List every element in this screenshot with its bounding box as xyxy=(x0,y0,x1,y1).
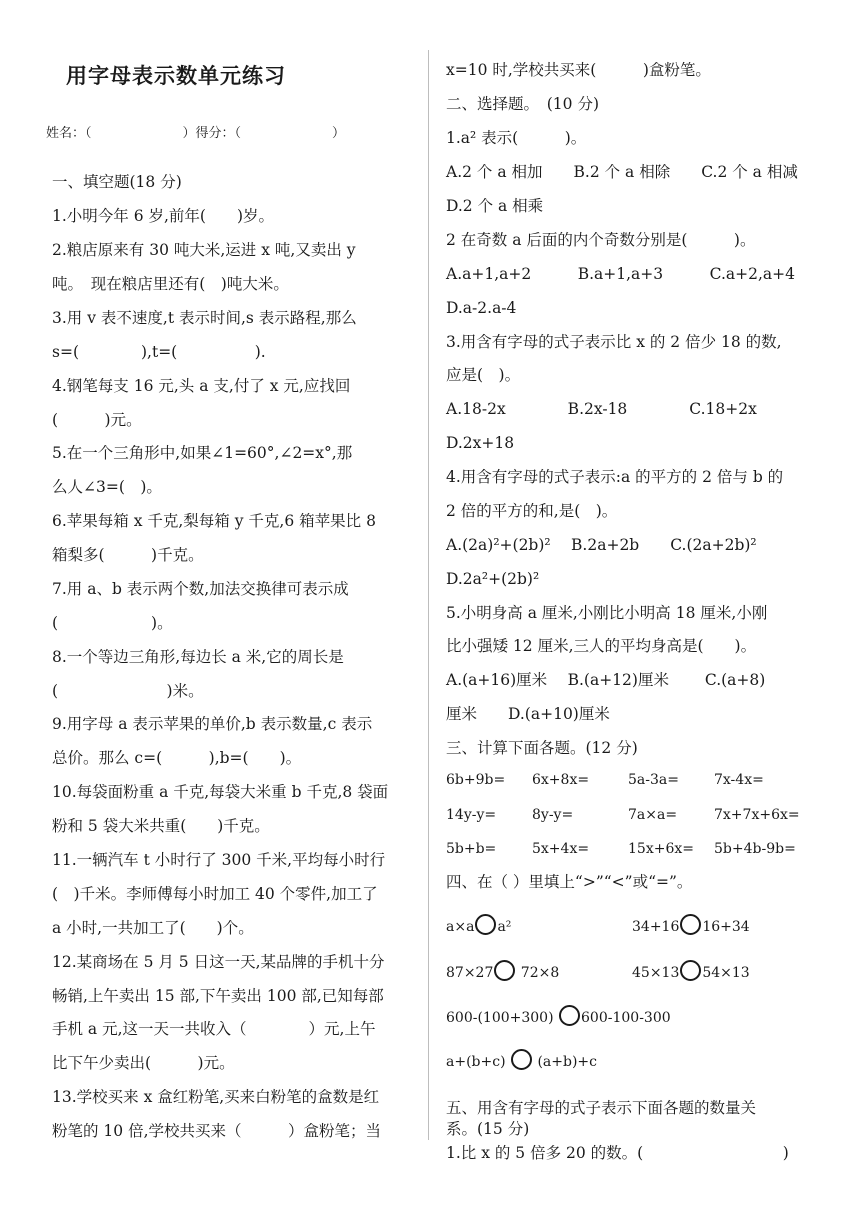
fill-q12-line3: 手机 a 元,这一天一共收入（ ）元,上午 xyxy=(52,1020,376,1038)
page-title: 用字母表示数单元练习 xyxy=(66,64,286,88)
calc-item: 7a×a= xyxy=(628,807,678,823)
fill-q6-line2: 箱梨多( )千克。 xyxy=(52,546,204,564)
calc-item: 6x+8x= xyxy=(532,772,590,788)
answer-circle[interactable] xyxy=(680,914,701,935)
choice-q2-options: A.a+1,a+2 B.a+1,a+3 C.a+2,a+4 xyxy=(446,265,795,283)
fill-q2-line2: 吨。 现在粮店里还有( )吨大米。 xyxy=(52,275,289,293)
choice-q4-options: A.(2a)²+(2b)² B.2a+2b C.(2a+2b)² xyxy=(446,536,757,554)
fill-q5-line1: 5.在一个三角形中,如果∠1=60°,∠2=x°,那 xyxy=(52,444,353,462)
choice-q5-line3: A.(a+16)厘米 B.(a+12)厘米 C.(a+8) xyxy=(446,671,766,689)
expr-q1: 1.比 x 的 5 倍多 20 的数。( ) xyxy=(446,1144,789,1162)
fill-q13-line2: 粉笔的 10 倍,学校共买来（ ）盒粉笔；当 xyxy=(52,1122,382,1140)
fill-q8-line1: 8.一个等边三角形,每边长 a 米,它的周长是 xyxy=(52,648,344,666)
fill-q10-line1: 10.每袋面粉重 a 千克,每袋大米重 b 千克,8 袋面 xyxy=(52,783,389,801)
fill-q8-line2: ( )米。 xyxy=(52,682,204,700)
choice-q3-line1: 3.用含有字母的式子表示比 x 的 2 倍少 18 的数, xyxy=(446,333,782,351)
fill-q10-line2: 粉和 5 袋大米共重( )千克。 xyxy=(52,817,270,835)
answer-circle[interactable] xyxy=(680,960,701,981)
compare-left: a+(b+c) xyxy=(446,1054,506,1070)
fill-q12-line2: 畅销,上午卖出 15 部,下午卖出 100 部,已知每部 xyxy=(52,987,384,1005)
choice-q2-option-d: D.a-2.a-4 xyxy=(446,299,517,317)
fill-q7-line2: ( )。 xyxy=(52,614,173,632)
section-4-header: 四、在（ ）里填上“>”“<”或“=”。 xyxy=(446,873,693,891)
answer-circle[interactable] xyxy=(494,960,515,981)
compare-right: 72×8 xyxy=(516,965,560,981)
answer-circle[interactable] xyxy=(559,1005,580,1026)
choice-q1-option-d: D.2 个 a 相乘 xyxy=(446,197,544,215)
fill-q13-line1: 13.学校买来 x 盒红粉笔,买来白粉笔的盒数是红 xyxy=(52,1088,380,1106)
section-5-header-line2: 系。(15 分) xyxy=(446,1120,530,1138)
calc-item: 5b+b= xyxy=(446,841,497,857)
compare-item xyxy=(632,914,750,937)
compare-left: 45×13 xyxy=(632,965,680,981)
compare-item xyxy=(446,1049,597,1072)
choice-q1: 1.a² 表示( )。 xyxy=(446,129,587,147)
calc-item: 7x-4x= xyxy=(714,772,764,788)
fill-q5-line2: 么人∠3=( )。 xyxy=(52,478,162,496)
compare-right: 600-100-300 xyxy=(581,1010,671,1026)
calc-item: 5b+4b-9b= xyxy=(714,841,796,857)
section-1-header: 一、填空题(18 分) xyxy=(52,173,182,191)
section-5-header-line1: 五、用含有字母的式子表示下面各题的数量关 xyxy=(446,1099,757,1117)
fill-q12-line1: 12.某商场在 5 月 5 日这一天,某品牌的手机十分 xyxy=(52,953,385,971)
choice-q1-options: A.2 个 a 相加 B.2 个 a 相除 C.2 个 a 相减 xyxy=(446,163,798,181)
fill-q9-line1: 9.用字母 a 表示苹果的单价,b 表示数量,c 表示 xyxy=(52,715,373,733)
compare-right: (a+b)+c xyxy=(537,1054,597,1070)
name-score-row: 姓名：（ ）得分：（ ） xyxy=(46,126,346,141)
compare-right: 16+34 xyxy=(702,919,750,935)
calc-item: 14y-y= xyxy=(446,807,497,823)
choice-q3-line2: 应是( )。 xyxy=(446,366,521,384)
calc-item: 5x+4x= xyxy=(532,841,590,857)
fill-q9-line2: 总价。那么 c=( ),b=( )。 xyxy=(52,749,302,767)
calc-item: 7x+7x+6x= xyxy=(714,807,800,823)
compare-left: 600-(100+300) xyxy=(446,1010,554,1026)
column-divider xyxy=(428,50,429,1140)
fill-q4-line1: 4.钢笔每支 16 元,头 a 支,付了 x 元,应找回 xyxy=(52,377,351,395)
fill-q3-line2: s=( ),t=( ). xyxy=(52,343,266,361)
compare-left: 34+16 xyxy=(632,919,680,935)
compare-right: 54×13 xyxy=(702,965,750,981)
calc-item: 6b+9b= xyxy=(446,772,506,788)
answer-circle[interactable] xyxy=(511,1049,532,1070)
fill-q2-line1: 2.粮店原来有 30 吨大米,运进 x 吨,又卖出 y xyxy=(52,241,356,259)
fill-q11-line1: 11.一辆汽车 t 小时行了 300 千米,平均每小时行 xyxy=(52,851,386,869)
fill-q4-line2: ( )元。 xyxy=(52,411,142,429)
compare-right: a² xyxy=(497,919,512,935)
fill-q13-line3: x=10 时,学校共买来( )盒粉笔。 xyxy=(446,61,711,79)
calc-item: 8y-y= xyxy=(532,807,574,823)
fill-q1: 1.小明今年 6 岁,前年( )岁。 xyxy=(52,207,275,225)
fill-q7-line1: 7.用 a、b 表示两个数,加法交换律可表示成 xyxy=(52,580,349,598)
compare-left: a×a xyxy=(446,919,475,935)
calc-item: 15x+6x= xyxy=(628,841,694,857)
compare-left: 87×27 xyxy=(446,965,494,981)
fill-q11-line3: a 小时,一共加工了( )个。 xyxy=(52,919,254,937)
fill-q11-line2: ( )千米。李师傅每小时加工 40 个零件,加工了 xyxy=(52,885,378,903)
compare-item xyxy=(446,1005,671,1028)
choice-q2: 2 在奇数 a 后面的内个奇数分别是( )。 xyxy=(446,231,756,249)
choice-q4-option-d: D.2a²+(2b)² xyxy=(446,570,540,588)
choice-q5-line2: 比小强矮 12 厘米,三人的平均身高是( )。 xyxy=(446,637,757,655)
section-2-header: 二、选择题。 (10 分) xyxy=(446,95,599,113)
choice-q4-line2: 2 倍的平方的和,是( )。 xyxy=(446,502,618,520)
fill-q3-line1: 3.用 v 表不速度,t 表示时间,s 表示路程,那么 xyxy=(52,309,357,327)
compare-item xyxy=(446,914,511,937)
choice-q5-line4: 厘米 D.(a+10)厘米 xyxy=(446,705,610,723)
fill-q12-line4: 比下午少卖出( )元。 xyxy=(52,1054,235,1072)
answer-circle[interactable] xyxy=(475,914,496,935)
choice-q5-line1: 5.小明身高 a 厘米,小刚比小明高 18 厘米,小刚 xyxy=(446,604,768,622)
choice-q3-option-d: D.2x+18 xyxy=(446,434,515,452)
fill-q6-line1: 6.苹果每箱 x 千克,梨每箱 y 千克,6 箱苹果比 8 xyxy=(52,512,376,530)
calc-item: 5a-3a= xyxy=(628,772,679,788)
choice-q4-line1: 4.用含有字母的式子表示:a 的平方的 2 倍与 b 的 xyxy=(446,468,784,486)
choice-q3-options: A.18-2x B.2x-18 C.18+2x xyxy=(446,400,757,418)
compare-item xyxy=(632,960,750,983)
compare-item xyxy=(446,960,559,983)
section-3-header: 三、计算下面各题。(12 分) xyxy=(446,739,638,757)
